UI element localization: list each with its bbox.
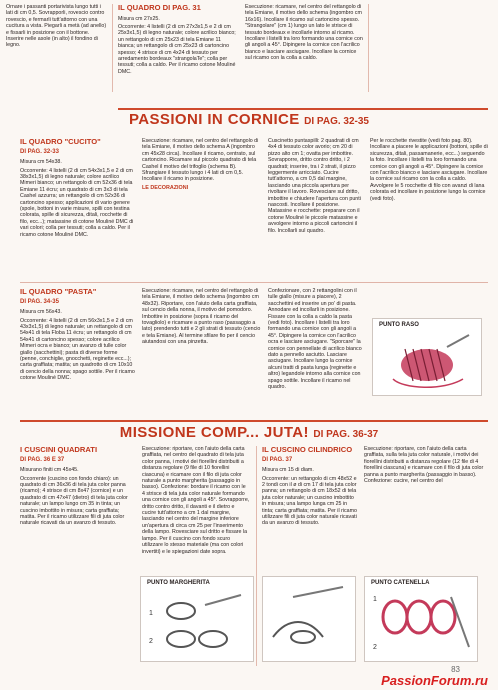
banner-missione-pages: DI PAG. 36-37 (313, 429, 379, 440)
punto-margherita-drawing (141, 577, 253, 661)
pasta-title-text: IL QUADRO "PASTA" (20, 287, 97, 296)
banner-missione-title: MISSIONE COMP... JUTA! (119, 424, 309, 441)
punto-raso-drawing (373, 319, 481, 395)
pasta-pages: DI PAG. 34-35 (20, 298, 59, 305)
cucito-deco-text: Cuscinetto puntaspilli: 2 quadrati di cm 4x4 di tessuto color avorio; cm 20 di pizzo alto cm 1; ovatta per imbottire. Sovrapporre, dritto contro dritto, i 2 quadrati; inserire, tra i 2 strati, il pizzo leggermente arricciato. Cucire tutt'attorno, a cm 0,5 dal margine, lasciando una piccola apertura per rivoltare il lavoro. Rovesciare sul dritto, imbottire e chiudere l'apertura con punti nascosti. Incollare il posizione. Matassine e rocchette: preparare con il cotone Mouliné le piccole matassine e avvolgere intorno a piccoli cartoncini il filo. Incollarli sul quadro. (268, 138, 361, 234)
pasta-text-2: Esecuzione: ricamare, nel centro del rettangolo di tela Emiane, il motivo dello schema (ingombro cm 48x32). Riportare, con l'aiuto della carta graffiata, sul cencio della nonna, il motivo del pomodoro. Imbottire in posizione (sopra il ricamo del tovagliolo) e ricamare a punto raso (passaggio a lato) prendendo tutti e 2 gli strati di tessuto (cencio e tela Emiane). Al termine sfilare fio per il cencio aiutandosi con una pinzetta. (142, 288, 261, 346)
punto-raso-illustration (372, 318, 482, 396)
cucito-pages: DI PAG. 32-33 (20, 148, 59, 155)
cuscini-text: Occorrente (cuscino con fondo chiaro): un quadrato di cm 36x36 di tela juta color panna (ricamo); 4 strisce di cm 8x47 (cornice) e un quadrato di cm 47x47 (dietro) di tela juta color naturale; un lampo lungo cm 35 in tinta; un cuscino imbottito in misura; carta graffiata; matita. Per il ricamo utilizzare fili di juta color naturale ricavati da un avanzo di tessuto. (20, 475, 128, 527)
cilindrico-size: Misura cm 15 di diam. (262, 467, 314, 474)
top-left-column (6, 4, 107, 51)
cucito-title-text: IL QUADRO "CUCITO" (20, 137, 101, 146)
section-rule (20, 282, 488, 283)
punto-catenella-illustration (364, 576, 478, 662)
page-number: 83 (451, 665, 460, 674)
cilindrico-drawing-box (262, 576, 356, 662)
pasta-column-2 (142, 288, 262, 348)
cuscini-pages: DI PAG. 36 E 37 (20, 456, 65, 463)
cuscini-title-text: I CUSCINI QUADRATI (20, 445, 98, 454)
cilindrico-title (262, 446, 358, 464)
cucito-title (20, 138, 136, 156)
svg-text:2: 2 (149, 638, 153, 645)
pasta-title (20, 288, 136, 306)
pasta-text: Occorrente: 4 listelli (2 di cm 56x3x1,5 e 2 di cm 43x3x1,5) di legno naturale; un rettangolo di cm 54x41 di tela Floba 11 écru; un rettangolo di cm 54x41 di cartoncino spesso; colore acrilico Mimeri ocra e bianco; un avanzo di tulle color giallo (sacchettini); pasta di diverse forme (penne, conchiglie, gnocchetti, reginette ecc...); carta graffiata; matita; un quadrotto di cm 10x10 di cencio della nonna; spago sottile. Per il ricamo cotone Mouliné DMC. (20, 317, 135, 382)
punto-raso-caption: PUNTO RASO (379, 322, 419, 328)
cilindrico-text-2: Esecuzione: riportare, con l'aiuto della carta graffiata, sulla tela juta color naturale, i motivi dei fiorellini distribuiti a distanza regolare (12 file di 4 fiorellini ciascuna) e ricamare con il filo di juta color panna a punto margherita (passaggio in basso). Confezione: cucire, nel centro del (364, 446, 484, 485)
banner-missione (0, 424, 498, 446)
banner-passioni (0, 111, 498, 133)
cuscini-size: Misurano finiti cm 45x45. (20, 467, 79, 474)
cuscini-column (20, 446, 136, 529)
cucito-deco-title: LE DECORAZIONI (142, 184, 189, 191)
pasta-column (20, 288, 136, 384)
pasta-size: Misura cm 56x43. (20, 309, 62, 316)
cucito-text: Occorrente: 4 listelli (2 di cm 54x3x1,5 e 2 di cm 38x3x1,5) di legno naturale; colore acrilico Mimeri bianco; un rettangolo di cm 52x36 di tela Emiane 11 écru; un quadrato di cm 3x3 di tela Cashel azzurra; un rettangolo di cm 52x36 di cartoncino spesso; applicazioni di vario genere (spole, bottoni in varie misure, spilli con testina colorata, spille di sicurezza, ditali, rocchette di filo, ecc...); matassine di cotone Mouliné DMC di vari colori; colla per tessuti; colla a caldo. Per il ricamo cotone Mouliné DMC. (20, 167, 134, 238)
punto-catenella-caption: PUNTO CATENELLA (371, 580, 430, 586)
cilindrico-text: Occorrente: un rettangolo di cm 48x52 e 2 tondi con il ø di cm 17 di tela juta color panna; un rettangolo di cm 18x52 di tela juta color naturale; un cuscino imbottito in misura; una lampo lunga cm 25 in tinta; carta graffiata; matita. Per il ricamo utilizzare fili di juta color naturale ricavati da un avanzo di tessuto. (262, 475, 357, 527)
banner-rule (118, 108, 488, 110)
quadro31-text: Occorrente: 4 listelli (2 di cm 27x3x1,5 e 2 di cm 25x3x1,5) di legno naturale; colore acrilico bianco; un rettangolo di cm 25x23 di tela Emiane 11 bianca; un rettangolo di cm 25x23 di cartoncino spesso; 4 strisce di cm 4x24 di tessuto per arredamento bordeaux "strangolaTe"; colla per tessuti; colla a caldo. Per il ricamo cotone Mouliné DMC. (118, 24, 236, 75)
cilindrico-column (262, 446, 358, 529)
pasta-text-3: Confezionare, con 2 rettangolini con il tulle giallo (misure a piacere), 2 sacchettini ed inserire un po' di pasta. Annodare ed incollarli in posizione. Fissare con la colla a caldo la pasta (vedi foto). Incollare i listelli tra loro formando una cornice con gli angoli a 45°. Dipingere la cornice con l'acrilico ocra e lasciare asciugare. "Sporcare" la cornice con pennellate di acrilico bianco dato a pennello asciutto. Lasciare asciugare. Incollare lungo la cornice alcuni tratti di pasta lunga (reginette e altro) legandole intorno alla cornice con spago sottile. Incollare il ricamo nel quadro. (268, 288, 362, 391)
punto-margherita-caption: PUNTO MARGHERITA (147, 580, 210, 586)
punto-margherita-illustration (140, 576, 254, 662)
cucito-text-3: Per le rocchette rivestite (vedi foto pag. 80). Incollare a piacere le applicazioni (bottoni, spille di sicurezza, ditali, passamanerie, ecc...) seguendo la foto. Incollare i listelli tra loro formando una cornice con gli angoli a 45°. Dipingere la cornice con l'acrilico bianco e lasciare asciugare. Incollare la cornice sul ricamo con la colla a caldo. Avvolgere le 5 rocchette di filo con avanzi di lana colorata ed incollare in posizione lungo la cornice (vedi foto). (370, 138, 488, 202)
quadro31-text-2: Esecuzione: ricamare, nel centro del rettangolo di tela Emiane, il motivo dello schema (ingombro cm 16x16). Incollare il ricamo sul cartoncino spesso. "Strangolare" (cm 1) lungo un lato le strisce di tessuto bordeaux e incollarle intorno al ricamo. Incollare i listelli tra loro formando una cornice con gli angoli a 45°. Dipingere la cornice con l'acrilico bianco e lasciare asciugare. Incollare la cornice sul ricamo con la colla a caldo. (245, 4, 363, 62)
cucito-column-2 (142, 138, 262, 193)
needle-drawing (263, 577, 355, 661)
cucito-text-2: Esecuzione: ricamare, nel centro del rettangolo di tela Emiane, il motivo dello schema A (ingombro cm 45x28 circa). Incollare il ricamo, centrato, sul cartoncino. Ricamare sul piccolo quadrato di tela Cashel il motivo del trifoglio (schema B). Sfrangiare il tessuto lungo i 4 lati di cm 0,5. Incollare il ricamo in posizione. (142, 138, 259, 183)
banner-passioni-title: PASSIONI IN CORNICE (129, 111, 300, 128)
cucito-column-4 (370, 138, 488, 204)
column-divider (112, 4, 113, 92)
column-divider (256, 446, 257, 666)
svg-text:1: 1 (373, 596, 377, 603)
cuscini-title (20, 446, 136, 464)
cucito-size: Misura cm 54x38. (20, 159, 62, 166)
cucito-column-3 (268, 138, 364, 236)
punto-catenella-drawing (365, 577, 477, 661)
svg-text:2: 2 (373, 644, 377, 651)
quadro31-title: IL QUADRO DI PAG. 31 (118, 3, 201, 12)
cilindrico-column-2 (364, 446, 488, 486)
top-left-text: Ornare i passanti portarivista lungo tutti i lati di cm 0,5. Sovrapporli, rovescio contro rovescio, e fermarli tutt'attorno con una cucitura a vista. Piegarli a metà (ad anello) e fissarli in posizione con il bottone. Inserire nelle asole (in alto) il fondino di legno. (6, 4, 107, 49)
quadro31-column-2 (245, 4, 363, 64)
pasta-column-3 (268, 288, 364, 393)
watermark: PassionForum.ru (381, 673, 488, 688)
cuscini-column-2 (142, 446, 250, 557)
svg-text:1: 1 (149, 610, 153, 617)
cilindrico-title-text: IL CUSCINO CILINDRICO (262, 445, 353, 454)
cuscini-text-2: Esecuzione: riportare, con l'aiuto della carta graffiata, nel centro del quadrato di tela juta color panna, i motivi dei fiorellini distribuiti a distanza regolare (9 file di 10 fiorellini ciascuna) e ricamare con il filo di juta color naturale a punto margherita (passaggio in basso). Confezione: bordare il ricamo con le 4 strisce di tela juta color naturale formando una cornice con gli angoli a 45°. Sovrapporre, dritto contro dritto, il davanti e il dietro e cucire tutt'attorno a cm 1 dal margine, lasciando nel centro del margine inferiore un'apertura di circa cm 25 per l'inserimento della lampo. Rovesciare sul dritto e fissare la lampo. Per il cuscino con fondo scuro utilizzare lo stesso materiale (ma con colori invertiti) e le spiegazioni date sopra. (142, 446, 250, 555)
cucito-column (20, 138, 136, 240)
cilindrico-pages: DI PAG. 37 (262, 456, 293, 463)
quadro31-column (118, 4, 236, 77)
quadro31-size: Misura cm 27x25. (118, 15, 160, 22)
column-divider (368, 4, 369, 92)
banner-passioni-pages: DI PAG. 32-35 (304, 116, 369, 127)
banner-rule (20, 420, 488, 422)
